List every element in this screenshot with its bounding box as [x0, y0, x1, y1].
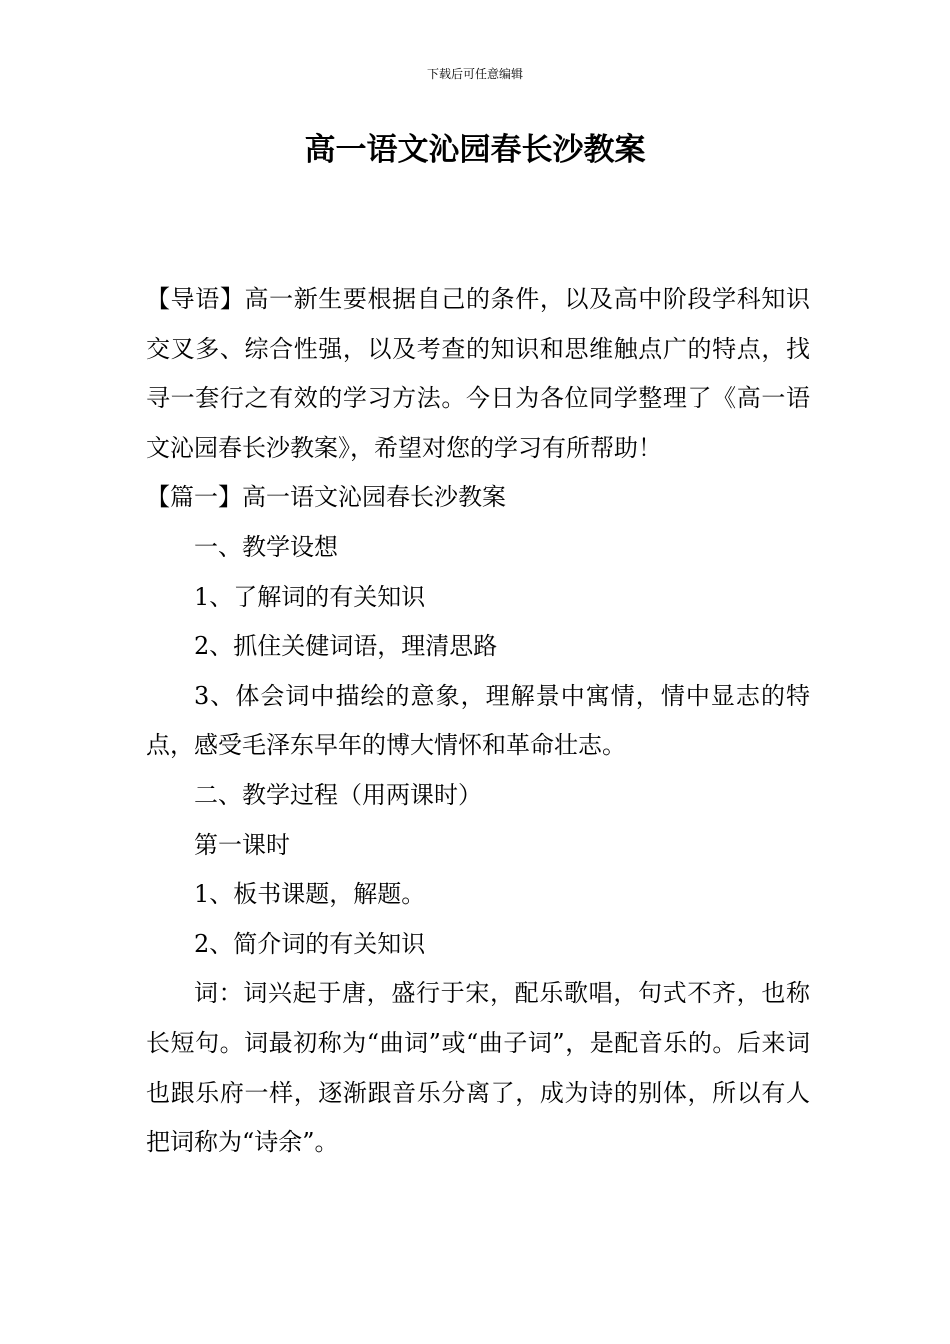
ci-explanation-paragraph: 词：词兴起于唐，盛行于宋，配乐歌唱，句式不齐，也称长短句。词最初称为“曲词”或“曲子词”，是配音乐的。后来词也跟乐府一样，逐渐跟音乐分离了，成为诗的别体，所以有人把词称为“诗余”。: [146, 979, 810, 1157]
document-body: [146, 275, 810, 1168]
teaching-process-heading: 二、教学过程（用两课时）: [194, 780, 482, 809]
process-step-2: 2、简介词的有关知识: [194, 929, 426, 958]
teaching-idea-item-2: 2、抓住关健词语，理清思路: [194, 632, 498, 661]
document-title: 高一语文沁园春长沙教案: [304, 132, 646, 168]
page-header-note: 下载后可任意编辑: [426, 67, 523, 81]
teaching-idea-heading: 一、教学设想: [194, 532, 338, 561]
process-step-1: 1、板书课题，解题。: [194, 880, 426, 909]
section-heading-part-one: 【篇一】高一语文沁园春长沙教案: [146, 483, 506, 512]
intro-paragraph: 【导语】高一新生要根据自己的条件，以及高中阶段学科知识交叉多、综合性强，以及考查的知识和思维触点广的特点，找寻一套行之有效的学习方法。今日为各位同学整理了《高一语文沁园春长沙教案》，希望对您的学习有所帮助！: [146, 285, 810, 462]
teaching-idea-item-3: 3、体会词中描绘的意象，理解景中寓情，情中显志的特点，感受毛泽东早年的博大情怀和革命壮志。: [146, 681, 810, 760]
teaching-idea-item-1: 1、了解词的有关知识: [194, 582, 426, 611]
first-lesson-heading: 第一课时: [194, 830, 290, 859]
